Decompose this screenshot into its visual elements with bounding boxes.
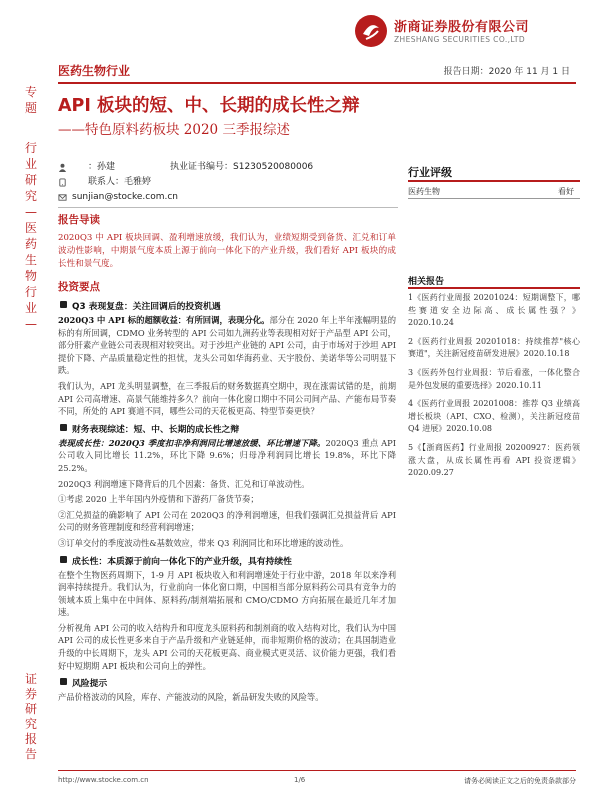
company-logo xyxy=(354,14,584,48)
guide-heading: 报告导读 xyxy=(58,214,100,226)
side-char: 专 xyxy=(24,85,37,99)
certificate-number: 执业证书编号：S1230520080006 xyxy=(170,162,314,172)
related-report-item[interactable]: 2《医药行业周报 20201018：持续推荐"核心赛道"，关注新冠疫苗研发进展》2020.10.18 xyxy=(408,336,580,359)
industry-label: 医药生物行业 xyxy=(58,64,131,78)
related-reports-heading: 相关报告 xyxy=(408,277,445,287)
risk-heading xyxy=(58,676,396,689)
risk-heading-text: 风险提示 xyxy=(72,679,108,690)
disclaimer-note: 请务必阅读正文之后的免责条款部分 xyxy=(464,777,576,785)
analyst-info xyxy=(58,160,398,205)
rating-value: 看好 xyxy=(558,187,574,196)
side-char: 物 xyxy=(24,269,37,283)
logo-text-en: ZHESHANG SECURITIES CO.,LTD xyxy=(394,35,526,44)
related-reports-list xyxy=(408,292,580,486)
q3-paragraph-1-lead: 2020Q3 中 API 标的超额收益：有所回调，表现分化。 xyxy=(58,315,270,325)
side-char: 业 xyxy=(24,301,37,315)
page-number: 1/6 xyxy=(294,776,306,784)
related-report-item[interactable]: 1《医药行业周报 20201024：短期调整下，哪些赛道安全边际高、成长属性强？》2020.10.24 xyxy=(408,293,580,328)
side-char: — xyxy=(25,205,37,219)
side-char: — xyxy=(25,317,37,331)
side-char: 医 xyxy=(24,221,37,235)
report-date: 报告日期：2020 年 11 月 1 日 xyxy=(443,67,570,77)
side-char: 告 xyxy=(24,747,37,761)
fin-paragraph-1-body: 2020Q3 重点 API 公司收入同比增长 11.2%，环比下降 9.6%；归母净利润同比增长 19.8%，环比下降 25.2%。 xyxy=(58,437,397,473)
growth-heading-text: 成长性：本质源于前向一体化下的产业升级，具有持续性 xyxy=(72,556,292,567)
rating-heading: 行业评级 xyxy=(408,166,452,179)
analyst-email[interactable]: sunjian@stocke.com.cn xyxy=(72,192,179,202)
footer-url[interactable]: http://www.stocke.com.cn xyxy=(58,776,149,784)
side-char: 行 xyxy=(24,141,37,155)
rating-industry: 医药生物 xyxy=(408,187,440,196)
report-subtitle: ——特色原料药板块 2020 三季报综述 xyxy=(58,122,290,138)
key-points-heading: 投资要点 xyxy=(58,281,100,293)
side-char: 究 xyxy=(24,189,37,203)
fin-paragraph-1 xyxy=(58,437,396,475)
email-icon xyxy=(58,193,67,202)
side-char: 题 xyxy=(24,101,37,115)
related-divider xyxy=(408,287,580,289)
fin-paragraph-1-lead: 表现成长性：2020Q3 季度扣非净利润同比增速放缓、环比增速下降。 xyxy=(58,437,326,448)
analyst-name: ：孙建 xyxy=(88,162,116,172)
side-category-bar xyxy=(20,84,42,332)
bullet-square-icon xyxy=(60,301,67,308)
logo-text-cn: 浙商证券股份有限公司 xyxy=(394,20,530,35)
side-char: 生 xyxy=(24,253,37,267)
growth-paragraph-2: 分析视角 API 公司的收入结构升和印度龙头原料药和制剂商的收入结构对比，我们认为中国 API 公司的成长性更多来自于产品升级和产业链延伸，而非短期价格的波动；在具国制造业升级的中长周期下，龙头 API 公司的天花板更高、商业模式更灵活、议价能力更强，我们看好中短期期 API 板块和公司向上的弹性。 xyxy=(58,622,396,671)
side-char: 药 xyxy=(24,237,37,251)
side-char: 研 xyxy=(24,702,37,716)
growth-paragraph-1: 在整个生物医药周期下，1-9 月 API 板块收入和利润增速处于行业中游，2018 年以来净利润率持续提升。我们认为，行业前向一体化窗口期，中国相当部分原料药公司具有竞争力的领域本质上集中在中间体、原料药/制剂端拓展和 CMO/CDMO 方向拓展在最近几年才加速。 xyxy=(58,569,396,618)
fin-paragraph-2: 2020Q3 利润增速下降背后的几个因素：备货、汇兑和订单波动性。 xyxy=(58,478,310,489)
guide-text: 2020Q3 中 API 板块回调、盈利增速放缓，我们认为，业绩短期受到备货、汇兑和订单波动性影响，中期景气度本质上源于前向一体化下的产业升级，我们看好 API 板块的成长性和景气度。 xyxy=(58,233,396,269)
analyst-divider xyxy=(58,207,398,208)
growth-heading xyxy=(58,554,396,567)
contact-name: 联系人：毛雅婷 xyxy=(88,177,152,187)
side-char: 行 xyxy=(24,285,37,299)
fin-paragraph-5: ③订单交付的季度波动性&基数效应，带来 Q3 利润同比和环比增速的波动性。 xyxy=(58,537,349,548)
risk-paragraph: 产品价格波动的风险，库存、产能波动的风险，新品研发失败的风险等。 xyxy=(58,692,324,703)
rating-row xyxy=(408,186,580,197)
side-char: 券 xyxy=(24,687,37,701)
bullet-square-icon xyxy=(60,424,67,431)
bullet-square-icon xyxy=(60,556,67,563)
financial-heading-text: 财务表现综述：短、中、长期的成长性之辩 xyxy=(72,424,240,435)
side-char: 究 xyxy=(24,717,37,731)
header-divider xyxy=(58,82,576,84)
related-report-item[interactable]: 3《医药外包行业周报：节后看涨，一体化整合是外包发展的重要选择》2020.10.11 xyxy=(408,367,580,390)
side-char: 报 xyxy=(24,732,37,746)
related-report-item[interactable]: 5《【浙商医药】行业周报 20200927：医药领涨大盘，从成长属性再看 API 投资逻辑》2020.09.27 xyxy=(408,442,580,478)
financial-heading xyxy=(58,422,396,435)
footer-divider xyxy=(58,770,576,771)
main-content xyxy=(58,212,396,707)
side-report-type xyxy=(20,672,42,762)
q3-paragraph-1 xyxy=(58,314,396,377)
phone-icon xyxy=(58,178,67,187)
fin-paragraph-3: ①考虑 2020 上半年国内外疫情和下游药厂备货节奏； xyxy=(58,494,259,505)
q3-review-heading xyxy=(58,299,396,312)
person-icon xyxy=(58,163,67,172)
logo-mark-icon xyxy=(354,14,388,48)
q3-paragraph-1-body: 部分在 2020 年上半年涨幅明显的标的有所回调，CDMO 业务转型的 API 公司如九洲药业等表现相对好于产品型 API 公司，部分肝素产业链公司表现相对较突出。对于沙坦产业链的 API 公司，由于市场对于沙坦 API 提价下降、产品质量稳定性的担忧，龙头公司如华海药业、天宇股份、美诺华等公司明显下跌。 xyxy=(58,315,396,376)
rating-divider-bottom xyxy=(408,198,580,199)
bullet-square-icon xyxy=(60,678,67,685)
related-report-item[interactable]: 4《医药行业周报 20201008：推荐 Q3 业绩高增长板块（API、CXO、检测），关注新冠疫苗 Q4 进展》2020.10.08 xyxy=(408,399,580,434)
q3-review-heading-text: Q3 表现复盘：关注回调后的投资机遇 xyxy=(72,302,221,312)
side-char: 业 xyxy=(24,157,37,171)
rating-divider xyxy=(408,180,580,182)
side-char: 证 xyxy=(24,672,37,686)
fin-paragraph-4: ②汇兑损益的确影响了 API 公司在 2020Q3 的净利润增速，但我们强调汇兑损益背后 API 公司的财务管理制度和经营利润增速； xyxy=(58,509,396,533)
side-char: 研 xyxy=(24,173,37,187)
report-title: API 板块的短、中、长期的成长性之辩 xyxy=(58,96,360,116)
q3-paragraph-2: 我们认为，API 龙头明显调整，在三季报后的财务数据真空期中，现在涨需试错的是，前期 API 公司高增速、高景气能维持多久？前向一体化窗口期中不同公司间产品、产能布局节奏不同，所处的 API 赛道不同，哪些公司的天花板更高、特型节奏更快？ xyxy=(58,380,396,417)
